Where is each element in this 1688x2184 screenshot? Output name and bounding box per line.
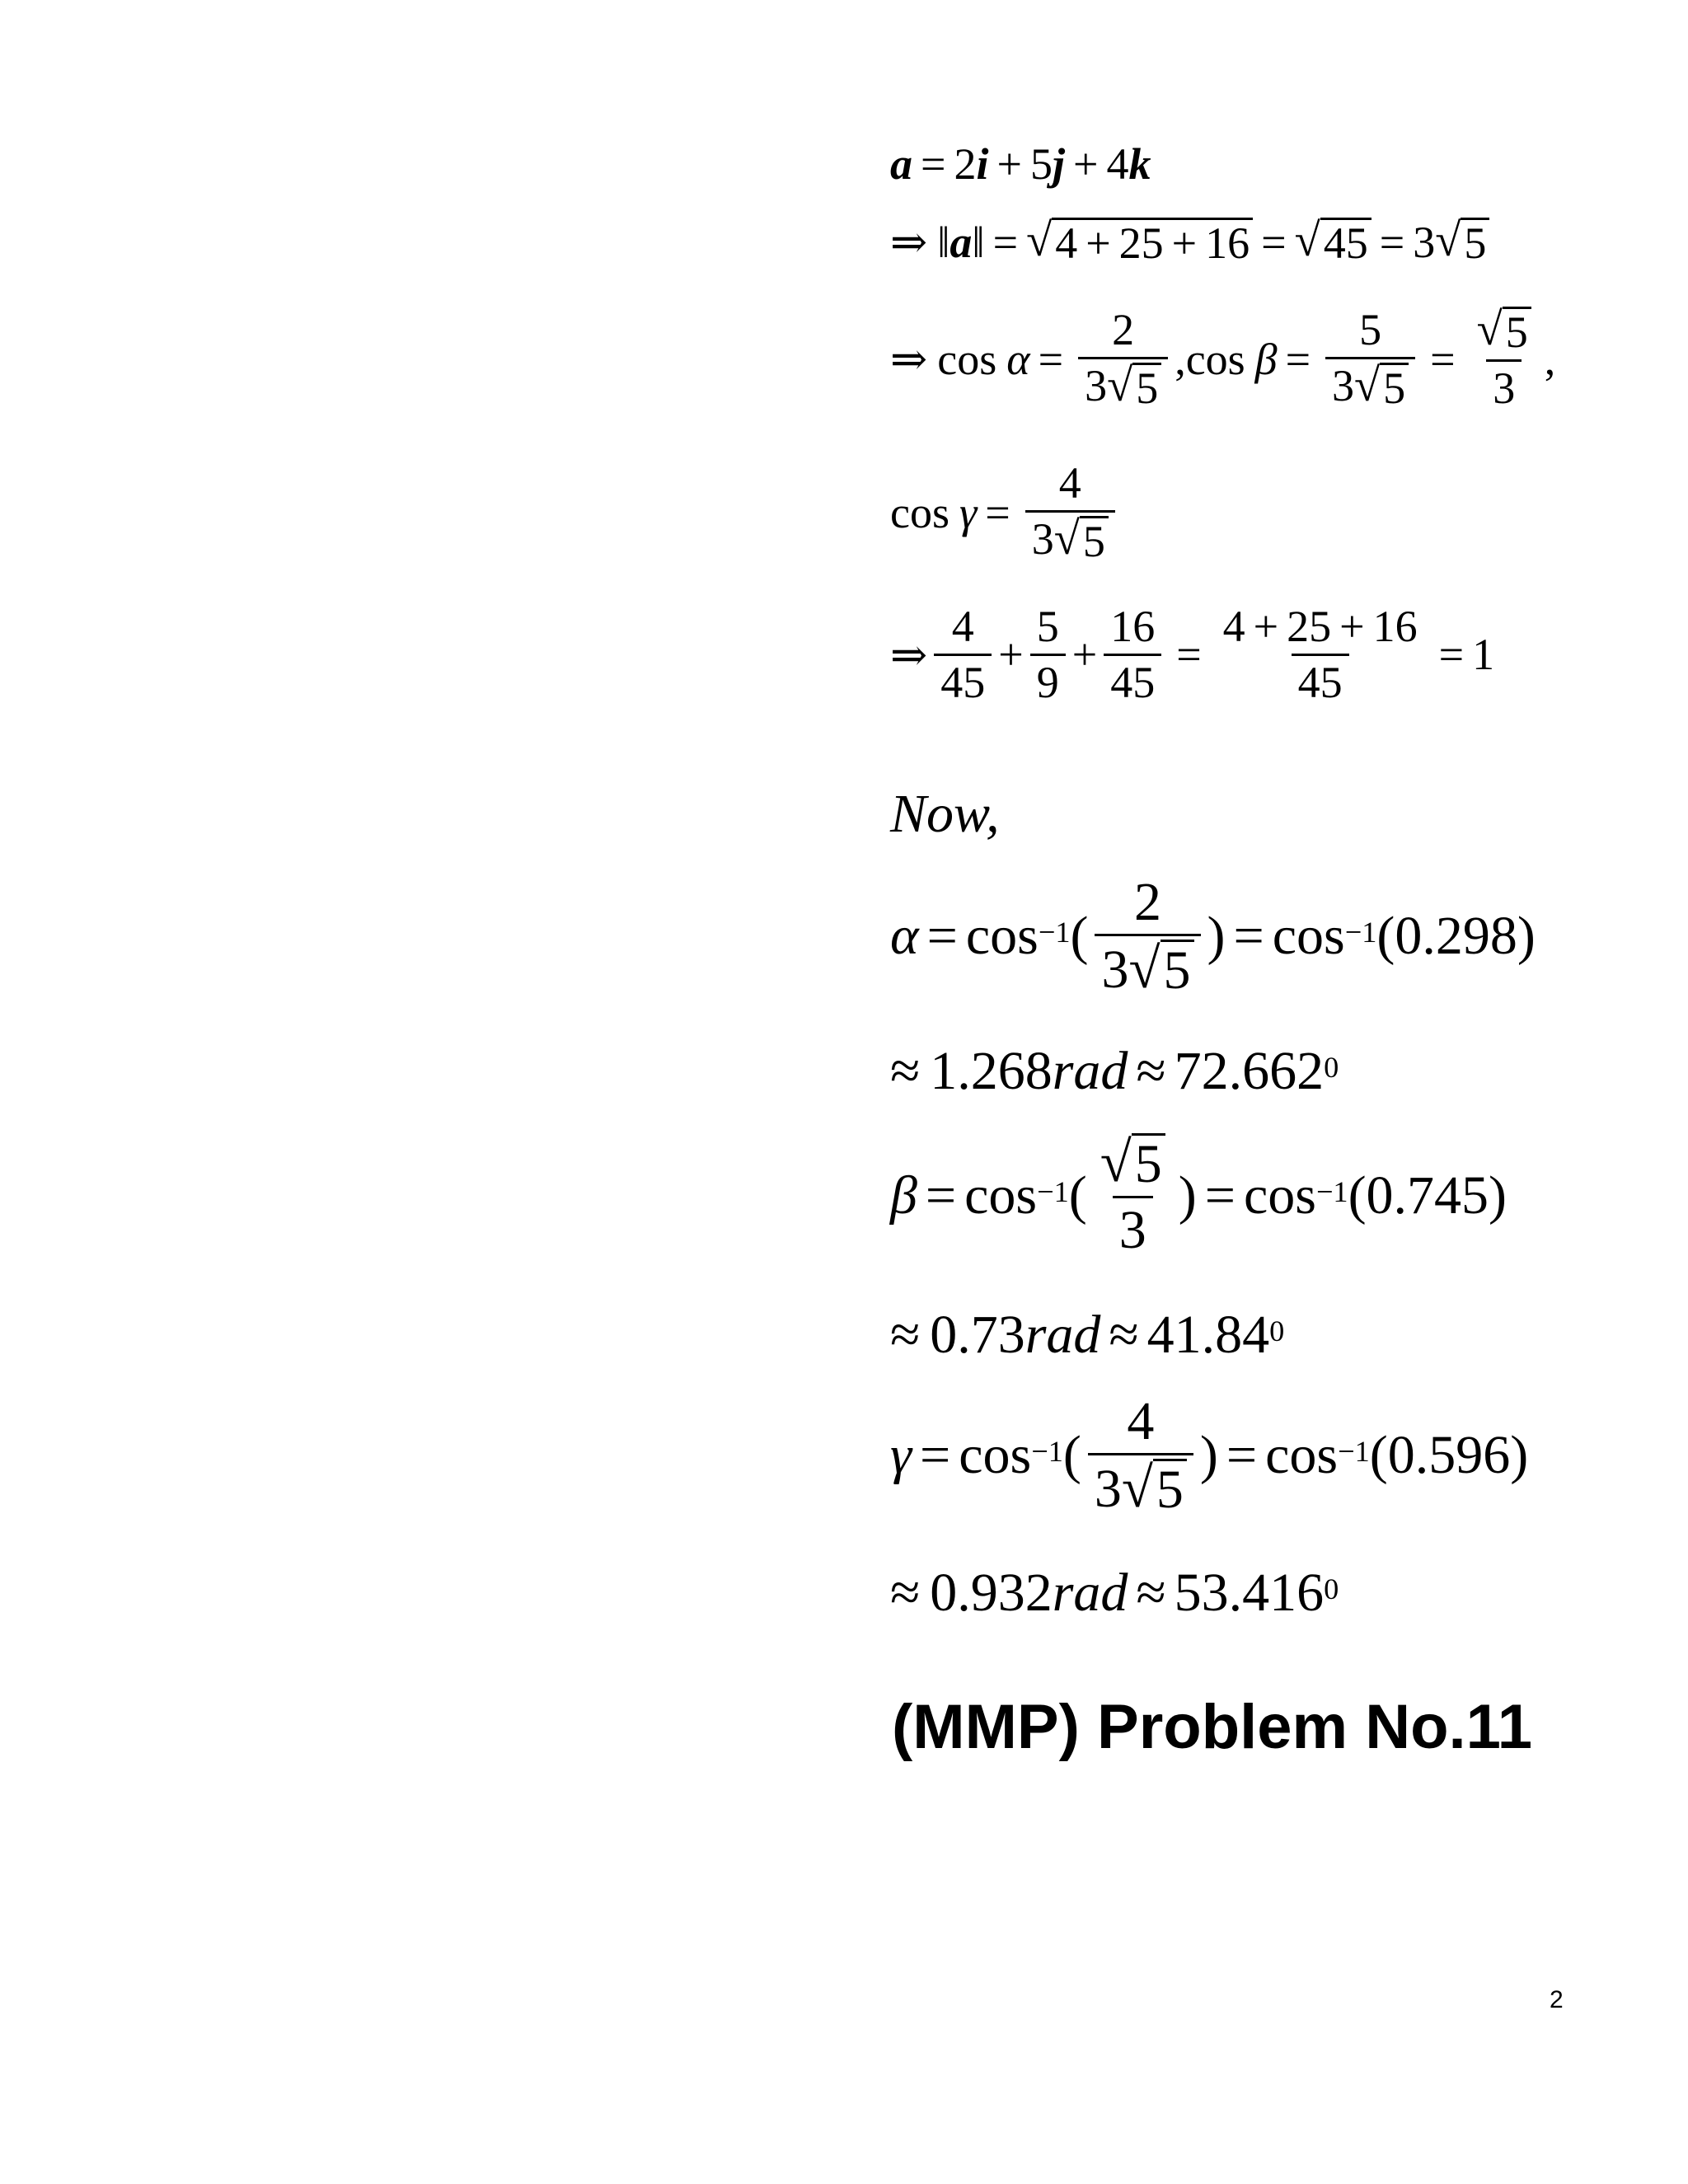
equation-gamma: γ = cos $^{-1}$ ( 4 3 √ 5 ) = cos $^{-1}$ (0.596) bbox=[890, 1391, 1529, 1521]
alpha-result: ≈ 1.268 rad ≈ 72.662 $^0$ bbox=[890, 1041, 1339, 1101]
now-label: Now, bbox=[890, 784, 1000, 844]
gamma-result: ≈ 0.932 rad ≈ 53.416 $^0$ bbox=[890, 1563, 1339, 1623]
equation-sum-squares: ⇒ $\frac{4}{45}$ + $\frac{5}{9}$ + $\frac{16}{45}$ = $\frac{4 + 25 + 16}{45}$ = 1 bbox=[890, 602, 1495, 707]
page-number: 2 bbox=[1550, 1986, 1564, 2013]
equation-cos-gamma: cos γ = 4 3 √ 5 bbox=[890, 460, 1122, 565]
equation-direction-cosines: ⇒ cos α = 2 3 √ 5 ,cos β = 5 3 √ 5 = √ 5 3 , bbox=[890, 303, 1556, 413]
equation-alpha: α = cos $^{-1}$ ( 2 3 √ 5 ) = cos $^{-1}$ (0.298) bbox=[890, 872, 1536, 1001]
equation-norm: ⇒ ‖ a ‖ = √ 4 + 25 + 16 = √ 45 = 3 √ 5 bbox=[890, 216, 1489, 268]
equation-vector-a: a = 2 i + 5 j + 4 k bbox=[890, 139, 1151, 189]
equation-beta: β = cos $^{-1}$ ( √ 5 3 ) = cos $^{-1}$ (0.745) bbox=[890, 1130, 1507, 1261]
beta-result: ≈ 0.73 rad ≈ 41.84 $^0$ bbox=[890, 1305, 1285, 1365]
problem-heading: (MMP) Problem No.11 bbox=[892, 1692, 1532, 1762]
